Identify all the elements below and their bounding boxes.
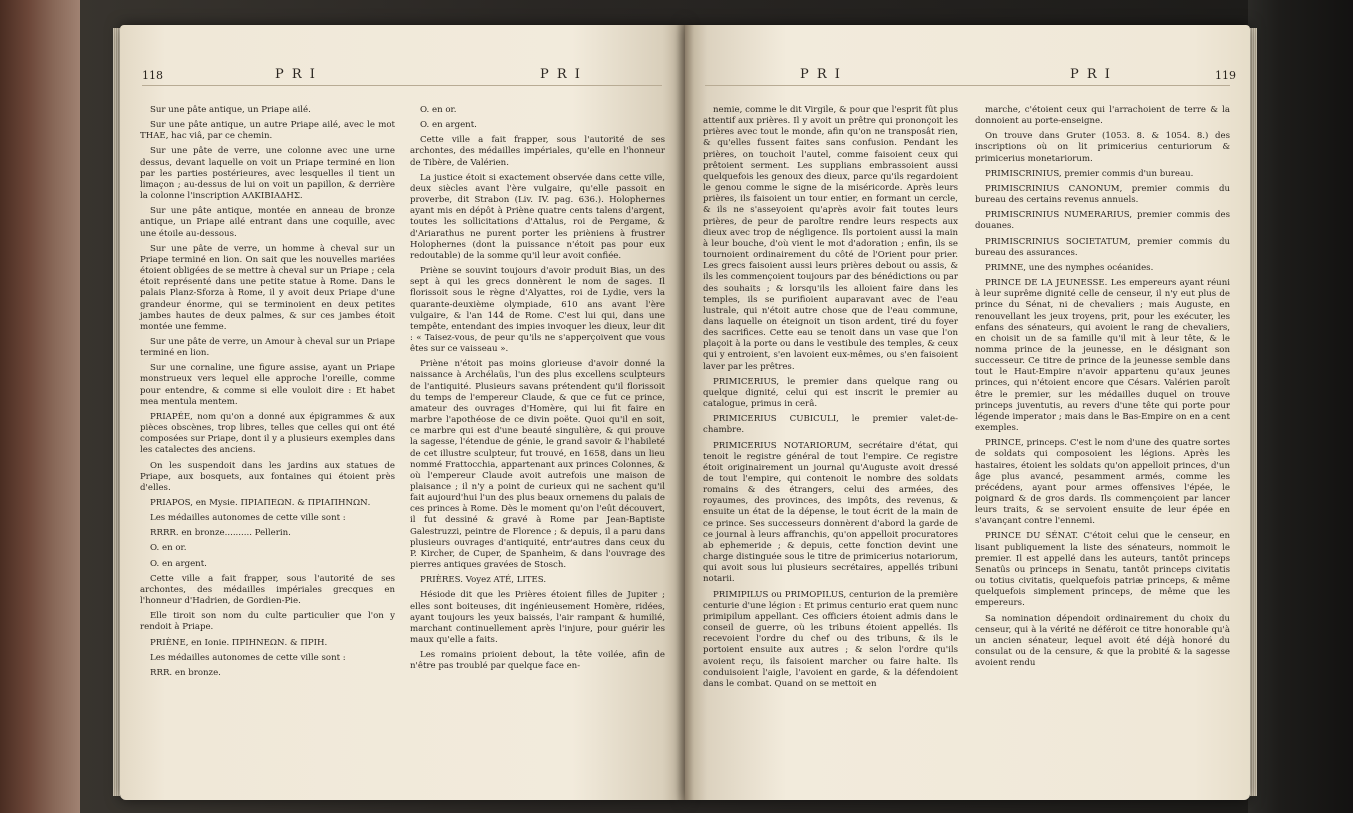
paragraph: Sa nomination dépendoit ordinairement du choix du censeur, qui à la vérité ne déféroit ce titre honorable qu'à un ancien sénateur, lequel avoit été déjà honoré du consulat ou de la censure, & que la probité & la sagesse avoient rendu: [975, 613, 1230, 669]
running-head: P R I: [1070, 67, 1112, 82]
book-cover-left: [0, 0, 80, 813]
paragraph: Elle tiroit son nom du culte particulier que l'on y rendoit à Priape.: [140, 611, 395, 633]
paragraph: PRIMNE, une des nymphes océanides.: [985, 262, 1154, 273]
paragraph: Priène se souvint toujours d'avoir produit Bias, un des sept à qui les grecs donnèrent le nom de sages. Il florissoit sous le règne d'Alyattes, roi de Lydie, vers la quarante-deuxième olympiade, 610 ans avant l'ère vulgaire, & l'an 144 de Rome. C'est lui qui, dans une tempête, entendant des impies invoquer les dieux, leur dit : « Taisez-vous, de peur qu'ils ne s'apperçoivent que vous êtes sur ce vaisseau ».: [410, 266, 665, 355]
paragraph: PRIAPÉE, nom qu'on a donné aux épigrammes & aux pièces obscènes, trop libres, telles que celles qui ont été composées sur Priape, dont il y a plusieurs exemples dans les catalectes des anciens.: [140, 411, 395, 456]
running-head: P R I: [275, 67, 317, 82]
paragraph: Sur une pâte de verre, une colonne avec une urne dessus, devant laquelle on voit un Priape terminé en lion par les parties postérieures, avec lesquelles il tient un limaçon ; au-dessus de lui on voit un papillon, & derrière la colonne l'inscription ΑΛΚΙΒΙΑΔΗΣ.: [140, 146, 395, 202]
paragraph: O. en argent.: [420, 120, 477, 131]
paragraph: Sur une pâte antique, montée en anneau de bronze antique, un Priape ailé entrant dans une coquille, avec une étoile au-dessous.: [140, 206, 395, 239]
paragraph: RRR. en bronze.: [150, 667, 221, 678]
paragraph: PRIMISCRINIUS CANONUM, premier commis du bureau des certains revenus annuels.: [975, 183, 1230, 206]
paragraph: Sur une pâte de verre, un Amour à cheval sur un Priape terminé en lion.: [140, 336, 395, 359]
paragraph: Cette ville a fait frapper, sous l'autorité de ses archontes, des médailles impériales grecques en l'honneur d'Hadrien, de Gordien-Pie.: [140, 573, 395, 607]
paragraph: PRIMIPILUS ou PRIMOPILUS, centurion de la première centurie d'une légion : Et primus centurio erat quem nunc primipilum appellant. Ces officiers étoient admis dans le conseil de guerre, où les tribuns étoient appellés. Ils recevoient l'ordre du chef ou des tribuns, & ils le portoient ensuite aux autres ; & selon l'ordre qu'ils avoient reçu, ils faisoient marcher ou faire halte. Ils conduisoient l'aigle, l'avoient en garde, & la défendoient dans le combat. Quand on se mettoit en: [703, 589, 958, 689]
page-number: 119: [1215, 69, 1236, 82]
text-column-2: [410, 105, 665, 677]
page-number: 118: [142, 69, 163, 82]
paragraph: Priène n'étoit pas moins glorieuse d'avoir donné la naissance à Archélaüs, l'un des plus excellens sculpteurs de l'antiquité. Plusieurs savans prétendent qu'il florissoit du temps de l'empereur Claude, & que ce fut ce prince, amateur des ouvrages d'Homère, qui lui fit faire en marbre l'apothéose de ce divin poëte. Quoi qu'il en soit, ce marbre qui est d'une beauté singulière, & qui prouve la sagesse, l'étendue de génie, le grand savoir & l'habileté de cet illustre sculpteur, fut trouvé, en 1658, dans un lieu nommé Frattocchia, appartenant aux princes Colonnes, & où l'empereur Claude avoit autrefois une maison de plaisance ; il n'y a point de curieux qui ne sachent qu'il fait aujourd'hui l'un des plus beaux ornemens du palais de ces princes à Rome. Dès le moment qu'on l'eût découvert, il fut dessiné & gravé à Rome par Jean-Baptiste Galestruzzi, peintre de Florence ; & depuis, il a paru dans plusieurs ouvrages d'antiquité, entr'autres dans ceux du P. Kircher, de Cuper, de Spanheim, & dans l'ouvrage des pierres antiques gravées de Stosch.: [410, 359, 665, 571]
book-cover-right: [1248, 0, 1353, 813]
header-rule: [705, 85, 1230, 86]
paragraph: PRIÈRES. Voyez ATÉ, LITES.: [420, 575, 547, 586]
paragraph: PRINCE DU SÉNAT. C'étoit celui que le censeur, en lisant publiquement la liste des sénateurs, nommoit le premier. Il est appellé dans les auteurs, tantôt princeps Senatûs ou princeps in Senatu, tantôt princeps civitatis ou totius civitatis, quelquefois patriæ princeps, & même quelquefois simplement princeps, de même que les empereurs.: [975, 531, 1230, 609]
page-edges-right: [1250, 28, 1257, 796]
paragraph: Les médailles autonomes de cette ville sont :: [150, 652, 346, 663]
paragraph: O. en or.: [420, 105, 457, 115]
paragraph: Sur une pâte antique, un Priape ailé.: [150, 105, 311, 115]
paragraph: PRIMICERIUS NOTARIORUM, secrétaire d'état, qui tenoit le registre général de tout l'empire. Ce registre étoit originairement un journal qu'Auguste avoit dressé de tout l'empire, qui contenoit le nombre des soldats romains & des étrangers, celui des armées, des royaumes, des provinces, des impôts, des revenus, & ensuite un état de la dépense, le tout écrit de la main de ce prince. Ses successeurs donnèrent d'abord la garde de ce journal à leurs affranchis, qu'on appelloit procuratores ab ephemeride ; & depuis, cette fonction devint une charge distinguée sous le titre de primicerius notariorum, qui avoit sous lui plusieurs secrétaires, appellés tribuni notarii.: [703, 440, 958, 585]
paragraph: Hésiode dit que les Prières étoient filles de Jupiter ; elles sont boiteuses, dit ingénieusement Homère, ridées, ayant toujours les yeux baissés, l'air rampant & humilié, marchant continuellement après l'injure, pour guérir les maux qu'elle a faits.: [410, 590, 665, 646]
paragraph: PRIMICERIUS CUBICULI, le premier valet-de-chambre.: [703, 414, 958, 436]
left-page: [120, 25, 685, 800]
page-edges-left: [113, 28, 120, 796]
paragraph: PRINCE, princeps. C'est le nom d'une des quatre sortes de soldats qui composoient les légions. Après les hastaires, étoient les soldats qu'on appelloit princes, d'un âge plus avancé, pesamment armés, comme les précédens, ayant pour armes offensives l'épée, le poignard & de gros dards. Ils commençoient par lancer leurs traits, & se servoient ensuite de leur épée en s'avançant contre l'ennemi.: [975, 438, 1230, 527]
text-column-2: [975, 105, 1230, 673]
paragraph: Sur une pâte de verre, un homme à cheval sur un Priape terminé en lion. On sait que les nouvelles mariées étoient obligées de se mettre à cheval sur un Priape ; cela étoit représenté dans une petite statue à Rome. Dans le palais Planz-Sforza à Rome, il y avoit deux Priape d'une grandeur énorme, qui se terminoient en deux petites jambes hautes de deux palmes, & sur ces jambes étoit montée une femme.: [140, 243, 395, 332]
paragraph: Sur une pâte antique, un autre Priape ailé, avec le mot THAE, hac viâ, par ce chemin.: [140, 120, 395, 142]
paragraph: O. en or.: [150, 543, 187, 554]
book-gutter: [676, 25, 694, 800]
paragraph: O. en argent.: [150, 558, 207, 569]
paragraph: Cette ville a fait frapper, sous l'autorité de ses archontes, des médailles impériales, qu'elle en l'honneur de Tibère, de Valérien.: [410, 135, 665, 168]
text-column-1: [140, 105, 395, 683]
paragraph: nemie, comme le dit Virgile, & pour que l'esprit fût plus attentif aux prières. Il y avoit un prêtre qui prononçoit les prières avec tout le monde, afin qu'on ne transposât rien, & qu'elles fussent faites sans confusion. Pendant les prières, on touchoit l'autel, comme faisoient ceux qui prêtoient serment. Les supplians embrassoient aussi quelquefois les genoux des dieux, parce qu'ils regardoient le genou comme le signe de la miséricorde. Après leurs prières, ils faisoient un tour entier, en formant un cercle, & ils ne s'asseyoient qu'après avoir fait toutes leurs prières, de peur de paroître rendre leurs respects aux dieux avec trop de négligence. Ils portoient aussi la main à leur bouche, d'où vient le mot d'adoration ; enfin, ils se tournoient ordinairement du côté de l'Orient pour prier. Les grecs faisoient aussi leurs prières debout ou assis, & ils les commençoient toujours par des bénédictions ou par des souhaits ; & lorsqu'ils les alloient faire dans les temples, ils se purifioient auparavant avec de l'eau lustrale, qui n'étoit autre chose que de l'eau commune, dans laquelle on éteignoit un tison ardent, tiré du foyer des sacrifices. Cette eau se tenoit dans un vase que l'on plaçoit à la porte ou dans le vestibule des temples, & ceux qui y entroient, s'en lavoient eux-mêmes, ou s'en faisoient laver par les prêtres.: [703, 105, 958, 372]
paragraph: Les médailles autonomes de cette ville sont :: [150, 513, 346, 524]
paragraph: PRIMISCRINIUS SOCIETATUM, premier commis du bureau des assurances.: [975, 236, 1230, 258]
text-column-1: [703, 105, 958, 694]
paragraph: PRIAPOS, en Mysie. ΠΡΙΑΠΕΩΝ. & ΠΡΙΑΠΗΝΩΝ.: [150, 498, 371, 508]
right-page: [685, 25, 1250, 800]
paragraph: Sur une cornaline, une figure assise, ayant un Priape monstrueux vers lequel elle approche l'oreille, comme pour entendre, & comme si elle vouloit dire : Et habet mea mentula mentem.: [140, 363, 395, 407]
header-rule: [142, 85, 662, 86]
paragraph: On trouve dans Gruter (1053. 8. & 1054. 8.) des inscriptions où on lit primicerius centuriorum & primicerius monetariorum.: [975, 131, 1230, 164]
running-head: P R I: [540, 67, 582, 82]
paragraph: PRIMISCRINIUS NUMERARIUS, premier commis des douanes.: [975, 210, 1230, 232]
paragraph: Les romains prioient debout, la tête voilée, afin de n'être pas troublé par quelque face en-: [410, 650, 665, 672]
paragraph: PRIÈNE, en Ionie. ΠΡΙΗΝΕΩΝ. & ΠΡΙΗ.: [150, 637, 328, 648]
paragraph: La justice étoit si exactement observée dans cette ville, deux siècles avant l'ère vulgaire, qu'elle passoit en proverbe, dit Strabon (Liv. IV. pag. 636.). Holophernes ayant mis en dépôt à Priène quatre cents talens d'argent, toutes les sollicitations d'Attalus, roi de Pergame, & d'Ariarathus ne purent porter les prièniens à frustrer Holophernes (dont la puissance n'étoit pas pour eux redoutable) de la somme qu'il leur avoit confiée.: [410, 172, 665, 261]
paragraph: PRIMICERIUS, le premier dans quelque rang ou quelque dignité, celui qui est inscrit le premier au catalogue, primus in cerâ.: [703, 376, 958, 410]
paragraph: On les suspendoit dans les jardins aux statues de Priape, aux bosquets, aux fontaines qui étoient près d'elles.: [140, 460, 395, 493]
paragraph: PRIMISCRINIUS, premier commis d'un bureau.: [985, 168, 1194, 179]
paragraph: PRINCE DE LA JEUNESSE. Les empereurs ayant réuni à leur suprême dignité celle de censeur, il n'y eut plus de prince du Sénat, ni de chevaliers ; mais Auguste, en renouvellant les jeux troyens, prit, pour les exécuter, les enfans des sénateurs, qui avoient le rang de chevaliers, en choisit un de sa famille qu'il mit à leur tête, & le nomma prince de la jeunesse, en le désignant son successeur. Ce titre de prince de la jeunesse semble dans tout le Haut-Empire n'avoir appartenu qu'aux jeunes princes, qui n'étoient encore que Césars. Valérien paroît être le premier, sur les médailles duquel on trouve princeps juventutis, au revers d'une tête qui porte pour légende imperator ; mais dans le Bas-Empire on en a cent exemples.: [975, 278, 1230, 434]
running-head: P R I: [800, 67, 842, 82]
paragraph: RRRR. en bronze.......... Pellerin.: [150, 528, 291, 539]
paragraph: marche, c'étoient ceux qui l'arrachoient de terre & la donnoient au porte-enseigne.: [975, 105, 1230, 127]
